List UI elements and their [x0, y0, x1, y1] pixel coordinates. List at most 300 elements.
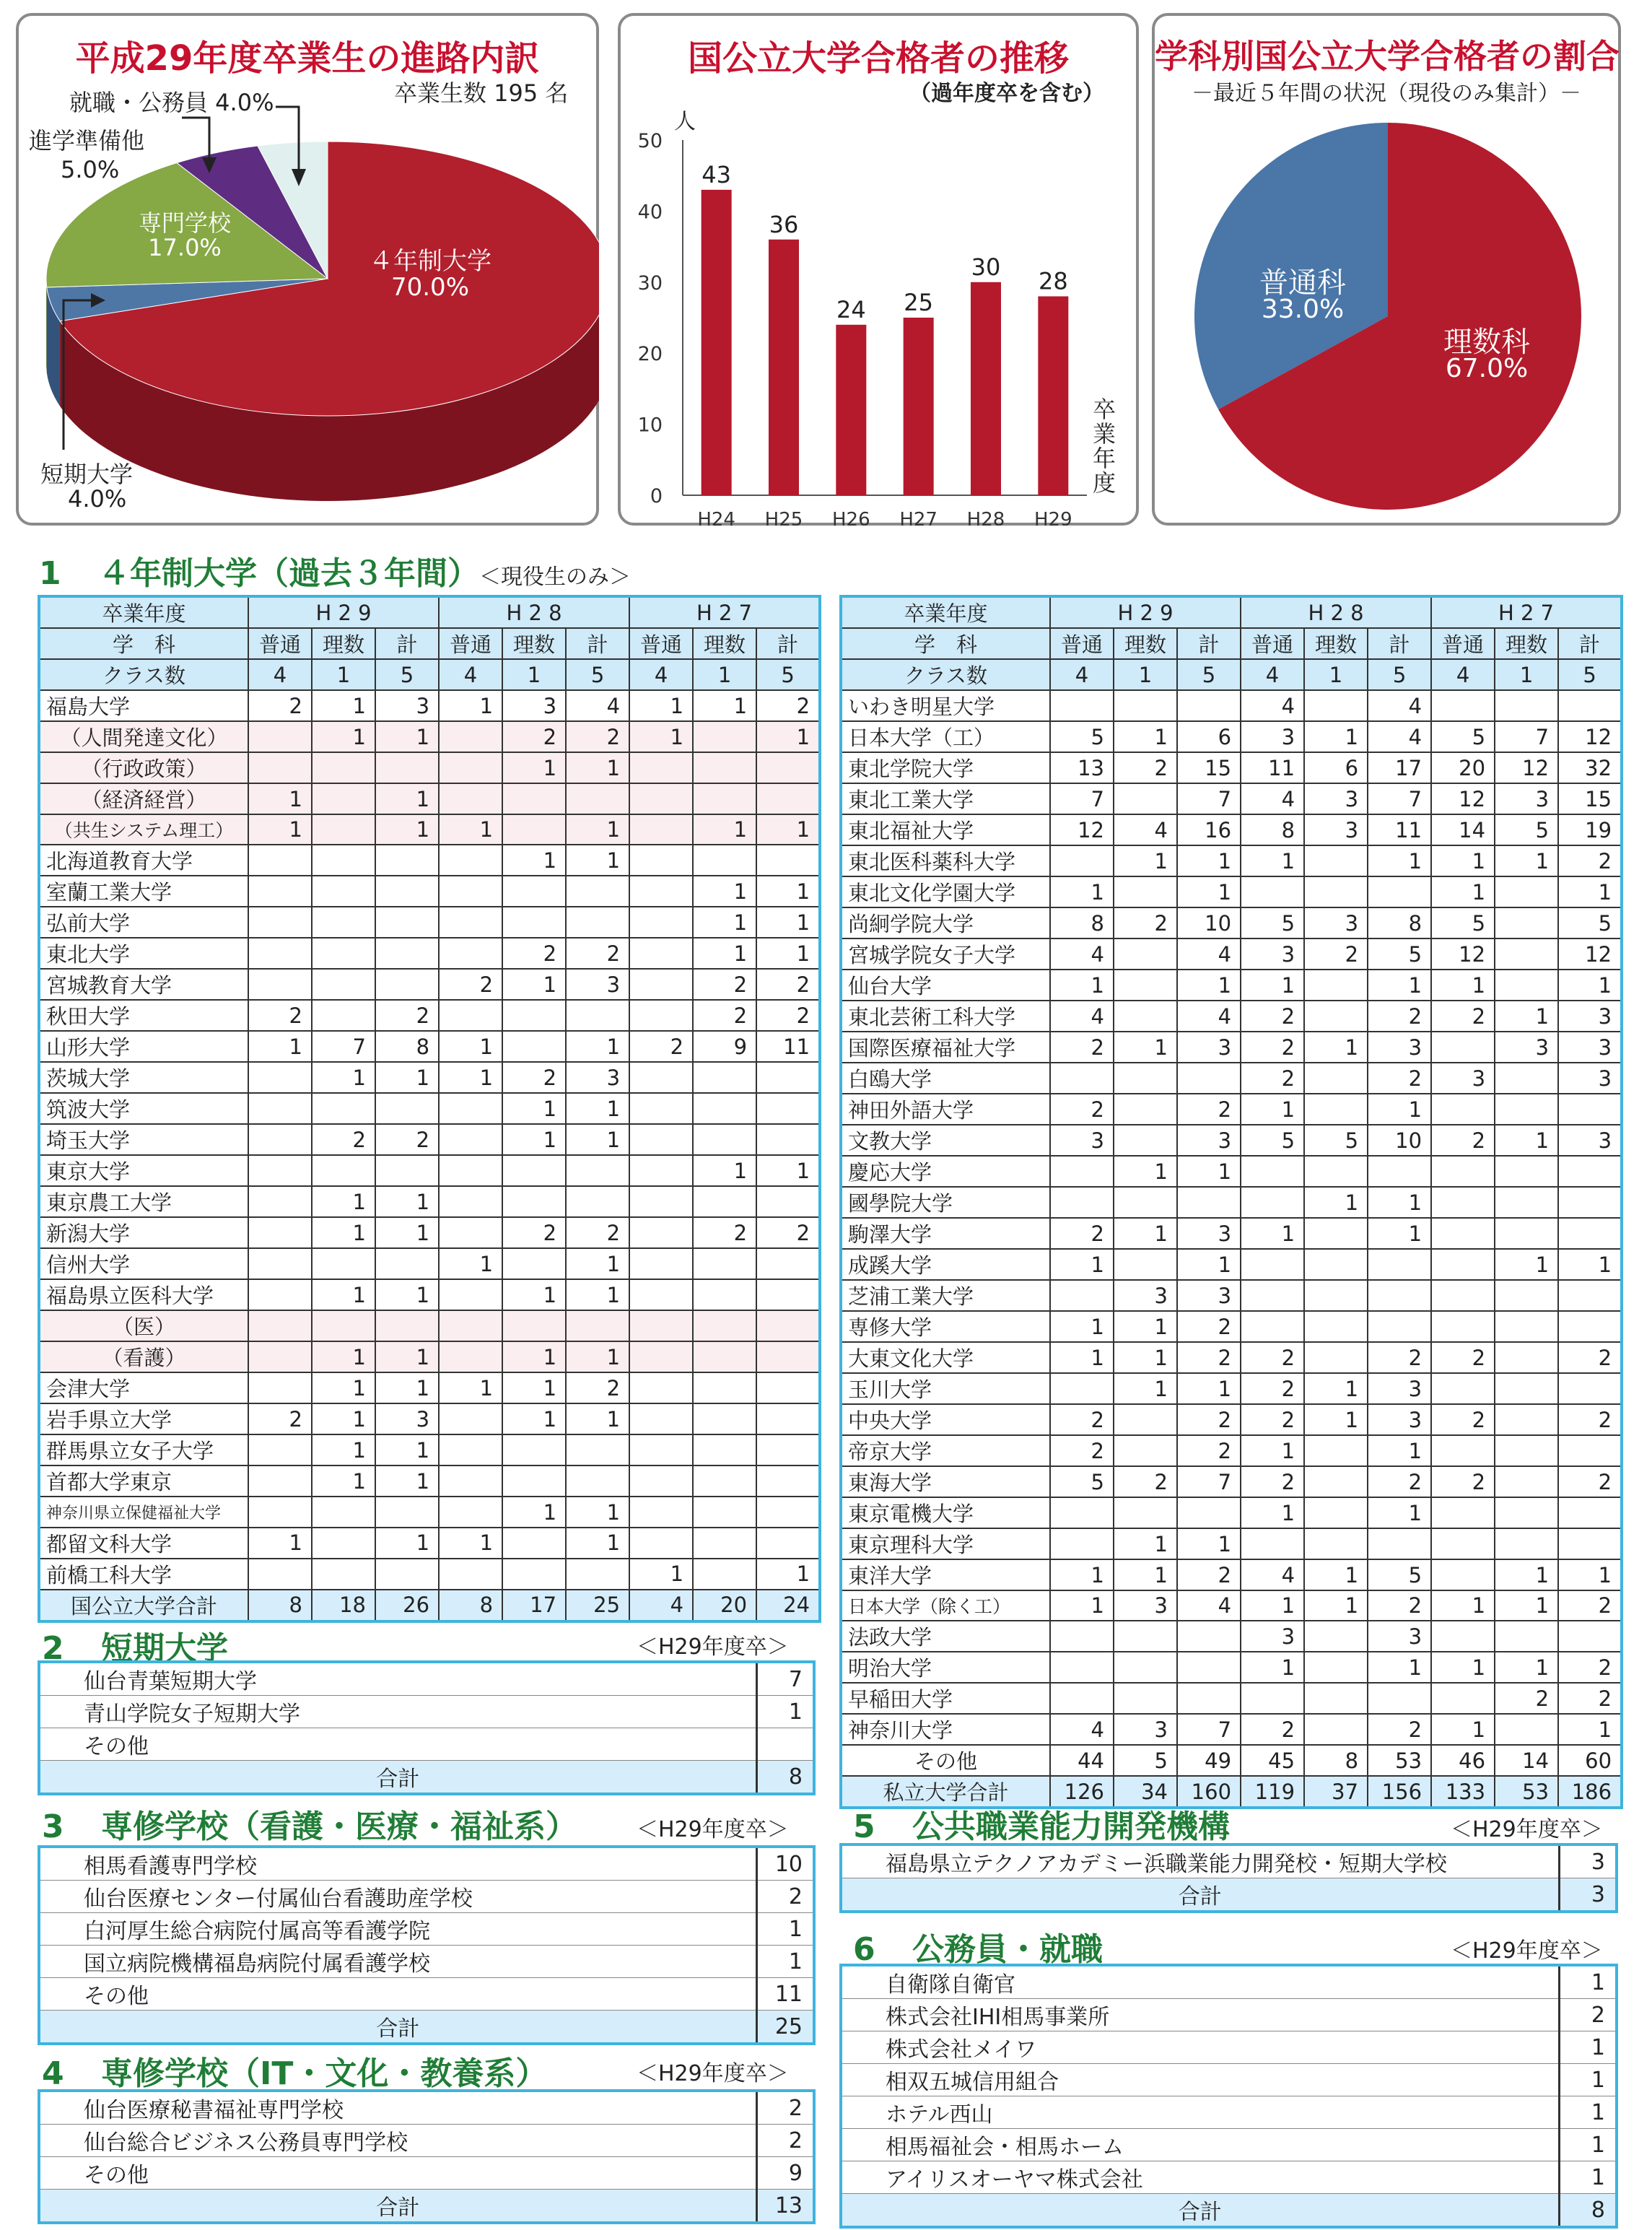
leader-prep [182, 118, 209, 161]
row-value: 3 [1177, 1125, 1241, 1156]
row-value: 3 [1558, 1125, 1622, 1156]
row-value [1304, 1528, 1368, 1559]
row-name: 東京大学 [39, 1155, 248, 1186]
row-name: 山形大学 [39, 1031, 248, 1062]
item-name: ホテル西山 [841, 2096, 1559, 2129]
row-value [375, 752, 439, 783]
class-count: 5 [756, 659, 820, 690]
item-count: 1 [756, 1696, 814, 1728]
row-value: 4 [1241, 1559, 1304, 1590]
row-value [693, 1248, 756, 1279]
row-value: 1 [1368, 845, 1431, 876]
table-row [841, 752, 1622, 783]
row-value [502, 1186, 566, 1217]
item-count: 8 [756, 1761, 814, 1795]
row-value [439, 1279, 502, 1310]
row-name: 会津大学 [39, 1372, 248, 1403]
total-value: 8 [248, 1590, 312, 1621]
row-value: 1 [1558, 876, 1622, 907]
row-value [375, 845, 439, 876]
total-value: 156 [1368, 1776, 1431, 1808]
row-value [1241, 1683, 1304, 1714]
header-sub-理数: 理数 [1304, 628, 1368, 659]
label-university: ４年制大学 [369, 247, 491, 276]
row-value: 3 [1304, 907, 1368, 938]
row-value: 4 [1114, 814, 1177, 845]
vocational-development-table [839, 1843, 1618, 1913]
class-count: 5 [1368, 659, 1431, 690]
item-count: 1 [1559, 2161, 1617, 2194]
label-prep: 進学準備他 [29, 127, 145, 154]
row-value [312, 845, 375, 876]
row-value [312, 876, 375, 907]
row-value [1368, 1249, 1431, 1280]
row-value: 1 [693, 814, 756, 845]
row-name: 日本大学（工） [841, 721, 1050, 752]
row-value: 3 [1368, 1373, 1431, 1404]
row-value: 1 [502, 845, 566, 876]
header-sub-計: 計 [1368, 628, 1431, 659]
row-name: 福島大学 [39, 690, 248, 721]
row-value [629, 876, 693, 907]
total-value: 20 [693, 1590, 756, 1621]
row-value: 1 [1050, 1590, 1114, 1621]
table-row [39, 969, 820, 1000]
row-name: 成蹊大学 [841, 1249, 1050, 1280]
row-value: 2 [439, 969, 502, 1000]
row-value [248, 721, 312, 752]
label-vocational-pct: 17.0% [148, 234, 222, 261]
row-value [1050, 1187, 1114, 1218]
header-sub-理数: 理数 [502, 628, 566, 659]
row-value: 1 [566, 1279, 629, 1310]
item-name: 合計 [841, 1878, 1559, 1912]
row-value [756, 1341, 820, 1372]
table-row [39, 1093, 820, 1124]
row-value: 1 [312, 1279, 375, 1310]
table-row [39, 1372, 820, 1403]
total-value: 24 [756, 1590, 820, 1621]
item-count: 1 [1559, 1965, 1617, 1999]
table-row [39, 1062, 820, 1093]
row-value: 2 [693, 1217, 756, 1248]
section1-heading [39, 547, 631, 593]
row-value [312, 1248, 375, 1279]
row-value [693, 1434, 756, 1465]
row-value: 1 [312, 1186, 375, 1217]
x-tick-H24: H24 [697, 509, 735, 526]
row-value [375, 1248, 439, 1279]
item-count: 13 [756, 2190, 814, 2224]
row-value: 1 [375, 1372, 439, 1403]
row-value: 1 [1114, 1032, 1177, 1063]
table-row [841, 1063, 1622, 1094]
row-value: 1 [566, 1528, 629, 1559]
row-value: 1 [756, 1559, 820, 1590]
header-dept-row [841, 628, 1622, 659]
item-count: 7 [756, 1662, 814, 1696]
row-value: 1 [502, 1124, 566, 1155]
row-value: 1 [1431, 1714, 1495, 1745]
row-value [1495, 1714, 1558, 1745]
row-value [1114, 1187, 1177, 1218]
row-value [629, 1093, 693, 1124]
row-value [1304, 1063, 1368, 1094]
row-value [566, 907, 629, 938]
section5-number: 5 [853, 1808, 875, 1845]
row-value [439, 1186, 502, 1217]
header-year-H28: H 2 8 [1241, 596, 1431, 628]
total-row [39, 1590, 820, 1621]
row-value: 2 [1241, 1714, 1304, 1745]
row-value [1431, 1156, 1495, 1187]
row-value: 13 [1050, 752, 1114, 783]
row-value [248, 1155, 312, 1186]
row-value: 1 [1368, 970, 1431, 1001]
total-label: 国公立大学合計 [39, 1590, 248, 1621]
row-value: 2 [1558, 1342, 1622, 1373]
row-value [566, 1465, 629, 1497]
table-row [39, 1497, 820, 1527]
row-name: 宮城教育大学 [39, 969, 248, 1000]
graduate-count: 卒業生数 195 名 [394, 79, 569, 107]
label-employment: 就職・公務員 4.0% [69, 89, 274, 116]
total-value: 126 [1050, 1776, 1114, 1808]
section4-number: 4 [42, 2055, 64, 2092]
row-value [248, 1062, 312, 1093]
row-value: 1 [439, 1372, 502, 1403]
class-count: 1 [502, 659, 566, 690]
row-value: 2 [1114, 907, 1177, 938]
row-value [1304, 876, 1368, 907]
row-value: 5 [1241, 907, 1304, 938]
row-value [248, 1279, 312, 1310]
row-value [1241, 1280, 1304, 1311]
dept-ratio-pie-chart [1152, 13, 1621, 526]
header-sub-普通: 普通 [629, 628, 693, 659]
row-value: 1 [1558, 1249, 1622, 1280]
row-value: 2 [1177, 1559, 1241, 1590]
row-value: 6 [1177, 721, 1241, 752]
row-value: 1 [1177, 1156, 1241, 1187]
row-value [1304, 1280, 1368, 1311]
row-value [1495, 1621, 1558, 1652]
row-value: 3 [1177, 1280, 1241, 1311]
header-sub-計: 計 [756, 628, 820, 659]
row-value [312, 1155, 375, 1186]
row-value [629, 1217, 693, 1248]
row-value [248, 907, 312, 938]
table-row [39, 721, 820, 752]
row-value: 7 [1177, 1466, 1241, 1497]
row-value: 1 [375, 1279, 439, 1310]
row-value: 1 [502, 1093, 566, 1124]
class-count: 1 [312, 659, 375, 690]
item-name: その他 [39, 1728, 756, 1761]
row-value: 1 [1050, 970, 1114, 1001]
table-row [39, 814, 820, 845]
section4-title: 専修学校（IT・文化・教養系） [101, 2055, 548, 2092]
row-value [1558, 1094, 1622, 1125]
row-value [502, 1031, 566, 1062]
row-value [502, 1310, 566, 1341]
row-value: 1 [1177, 1373, 1241, 1404]
row-name: 早稲田大学 [841, 1683, 1050, 1714]
row-value: 2 [756, 1000, 820, 1031]
row-value: 1 [566, 1403, 629, 1434]
row-value [629, 1155, 693, 1186]
section1-note: ＜現役生のみ＞ [479, 565, 631, 590]
table-row [841, 690, 1622, 721]
row-name: 東北大学 [39, 938, 248, 969]
row-value: 2 [1241, 1032, 1304, 1063]
row-value: 2 [1241, 1404, 1304, 1435]
row-value [1495, 876, 1558, 907]
item-name: その他 [39, 2157, 756, 2190]
row-value [312, 752, 375, 783]
row-value [1241, 1187, 1304, 1218]
row-value [1368, 876, 1431, 907]
row-value [693, 1341, 756, 1372]
row-value [1431, 1280, 1495, 1311]
list-item [39, 2125, 814, 2157]
bar-label-H24: 43 [702, 160, 732, 188]
y-tick-10: 10 [637, 414, 663, 437]
row-value [1177, 1187, 1241, 1218]
total-value: 186 [1558, 1776, 1622, 1808]
table-row [841, 1745, 1622, 1776]
item-count: 1 [1559, 2031, 1617, 2064]
row-value: 1 [1558, 1714, 1622, 1745]
row-value [439, 1093, 502, 1124]
table-row [841, 1156, 1622, 1187]
row-value [1304, 1497, 1368, 1528]
row-value [566, 1559, 629, 1590]
row-name: 東北学院大学 [841, 752, 1050, 783]
row-value [756, 845, 820, 876]
row-value: 1 [1050, 1559, 1114, 1590]
row-value: 1 [1368, 1652, 1431, 1683]
row-value: 1 [1495, 1652, 1558, 1683]
row-value: 1 [756, 876, 820, 907]
row-value [1177, 1497, 1241, 1528]
row-name: 白鴎大学 [841, 1063, 1050, 1094]
row-value [629, 845, 693, 876]
x-unit-char-3: 度 [1092, 469, 1116, 497]
row-value: 1 [375, 1528, 439, 1559]
x-unit-char-2: 年 [1092, 445, 1116, 472]
table-row [39, 1217, 820, 1248]
row-value [248, 1124, 312, 1155]
header-year-H29: H 2 9 [1050, 596, 1241, 628]
row-value: 1 [1177, 876, 1241, 907]
row-value [312, 1093, 375, 1124]
row-value [248, 1248, 312, 1279]
row-value: 1 [693, 876, 756, 907]
row-value [1304, 1621, 1368, 1652]
row-value [375, 907, 439, 938]
row-value: 2 [566, 1217, 629, 1248]
row-value: 2 [1177, 1094, 1241, 1125]
row-value: 15 [1558, 783, 1622, 814]
row-value [1114, 1063, 1177, 1094]
row-value: 1 [1368, 1187, 1431, 1218]
row-value [439, 1341, 502, 1372]
row-value [1431, 1249, 1495, 1280]
row-value: 10 [1368, 1125, 1431, 1156]
row-value [1495, 938, 1558, 970]
row-value: 1 [439, 1248, 502, 1279]
item-count [756, 1728, 814, 1761]
table-row [841, 1094, 1622, 1125]
row-value: 5 [1431, 721, 1495, 752]
header-year-H29: H 2 9 [248, 596, 439, 628]
item-count: 1 [756, 1946, 814, 1978]
row-value: 3 [1368, 1621, 1431, 1652]
section5-heading [853, 1800, 1230, 1847]
row-value [1114, 1094, 1177, 1125]
item-name: 株式会社メイワ [841, 2031, 1559, 2064]
row-value: 3 [1368, 1404, 1431, 1435]
row-value [502, 1559, 566, 1590]
row-value: 1 [439, 1031, 502, 1062]
row-value [1558, 1311, 1622, 1342]
row-value [1558, 1280, 1622, 1311]
row-value: 1 [1431, 970, 1495, 1001]
item-count: 1 [1559, 2064, 1617, 2096]
row-value [375, 1497, 439, 1527]
row-value: 1 [375, 1062, 439, 1093]
row-value: 2 [248, 690, 312, 721]
row-value: 1 [248, 783, 312, 814]
row-value: 3 [1114, 1714, 1177, 1745]
item-count: 2 [756, 2091, 814, 2125]
pass-trend-subtitle: （過年度卒を含む） [909, 81, 1104, 106]
row-value: 1 [312, 1403, 375, 1434]
row-value [248, 1093, 312, 1124]
row-name: 筑波大学 [39, 1093, 248, 1124]
row-value: 2 [1241, 1466, 1304, 1497]
row-value: 5 [1431, 907, 1495, 938]
row-value: 1 [375, 1217, 439, 1248]
row-value: 1 [693, 938, 756, 969]
row-value [1558, 1187, 1622, 1218]
row-value: 2 [1368, 1466, 1431, 1497]
header-sub-理数: 理数 [1495, 628, 1558, 659]
total-row [841, 2194, 1617, 2228]
row-value [1431, 1528, 1495, 1559]
row-value [1114, 1404, 1177, 1435]
row-value [629, 1186, 693, 1217]
row-value: 2 [1368, 1714, 1431, 1745]
total-value: 18 [312, 1590, 375, 1621]
row-value: 44 [1050, 1745, 1114, 1776]
row-value: 4 [1241, 690, 1304, 721]
row-value: 4 [1050, 938, 1114, 970]
section6-note: ＜H29年度卒＞ [1451, 1938, 1603, 1964]
table-row [841, 970, 1622, 1001]
row-value [693, 721, 756, 752]
row-value: 1 [248, 814, 312, 845]
row-value [439, 783, 502, 814]
table-row [39, 938, 820, 969]
class-count: 4 [248, 659, 312, 690]
row-name: 宮城学院女子大学 [841, 938, 1050, 970]
row-value: 1 [502, 1497, 566, 1527]
row-value: 1 [1114, 1373, 1177, 1404]
label-junior-college: 短期大学 [40, 461, 134, 488]
row-value [1177, 1063, 1241, 1094]
row-value: 1 [1368, 1497, 1431, 1528]
list-item [39, 2157, 814, 2190]
item-count: 3 [1559, 1844, 1617, 1878]
row-value [1304, 1249, 1368, 1280]
row-value: 12 [1050, 814, 1114, 845]
row-value: 8 [1368, 907, 1431, 938]
row-value [1495, 970, 1558, 1001]
row-value: 5 [1241, 1125, 1304, 1156]
row-value: 2 [312, 1124, 375, 1155]
row-value [1114, 1683, 1177, 1714]
row-value [629, 969, 693, 1000]
table-row [841, 1404, 1622, 1435]
row-value [756, 783, 820, 814]
row-value [693, 1559, 756, 1590]
row-value: 7 [1050, 783, 1114, 814]
row-value [1304, 1218, 1368, 1249]
row-value [312, 907, 375, 938]
table-row [39, 1434, 820, 1465]
row-value [1431, 1373, 1495, 1404]
row-value: 4 [1050, 1714, 1114, 1745]
row-value [756, 1497, 820, 1527]
row-value: 3 [1495, 783, 1558, 814]
row-value: 3 [1368, 1032, 1431, 1063]
table-row [841, 1187, 1622, 1218]
row-value [756, 1248, 820, 1279]
row-value [1114, 938, 1177, 970]
table-row [841, 1342, 1622, 1373]
row-value: 3 [1304, 783, 1368, 814]
row-value [312, 814, 375, 845]
label-general-course: 普通科 [1259, 266, 1346, 300]
label-university-pct: 70.0% [390, 273, 469, 302]
row-value [1304, 970, 1368, 1001]
row-value: 1 [1114, 1559, 1177, 1590]
row-value [1114, 876, 1177, 907]
row-value [756, 1279, 820, 1310]
row-value [1495, 1373, 1558, 1404]
table-row [841, 1683, 1622, 1714]
table-row [841, 814, 1622, 845]
item-name: 相双五城信用組合 [841, 2064, 1559, 2096]
row-value: 14 [1431, 814, 1495, 845]
table-row [841, 907, 1622, 938]
item-name: 青山学院女子短期大学 [39, 1696, 756, 1728]
row-value [502, 783, 566, 814]
row-value: 14 [1495, 1745, 1558, 1776]
item-count: 1 [756, 1913, 814, 1946]
header-year-H28: H 2 8 [439, 596, 629, 628]
row-value: 2 [693, 969, 756, 1000]
row-value [502, 907, 566, 938]
item-name: アイリスオーヤマ株式会社 [841, 2161, 1559, 2194]
list-item [39, 1913, 814, 1946]
header-class-row [841, 659, 1622, 690]
header-sub-普通: 普通 [248, 628, 312, 659]
header-sub-普通: 普通 [439, 628, 502, 659]
row-value: 1 [1495, 1125, 1558, 1156]
